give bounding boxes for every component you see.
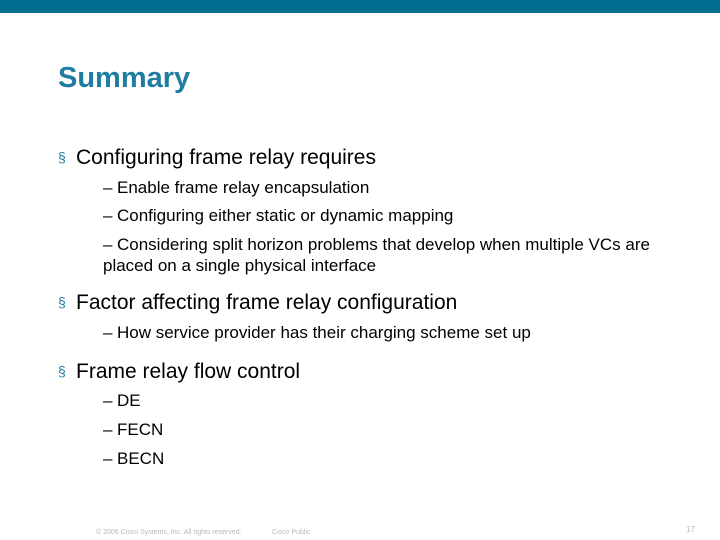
sub-bullet-text: Configuring either static or dynamic mapping — [117, 206, 454, 225]
bullet-icon: § — [58, 294, 66, 310]
page-number: 17 — [686, 525, 695, 534]
dash-icon: – — [103, 235, 113, 254]
sub-bullet-text: BECN — [117, 449, 165, 468]
sub-bullet-text: How service provider has their charging scheme set up — [117, 323, 531, 342]
bullet-factor — [58, 290, 457, 315]
dash-icon: – — [103, 178, 113, 197]
dash-icon: – — [103, 449, 113, 468]
sub-bullet — [103, 448, 164, 469]
sub-bullet — [103, 322, 531, 343]
dash-icon: – — [103, 391, 113, 410]
sub-bullet — [103, 234, 683, 276]
sub-bullet-text: Enable frame relay encapsulation — [117, 178, 370, 197]
bullet-text: Factor affecting frame relay configuration — [76, 291, 458, 314]
bullet-configuring — [58, 145, 376, 170]
bullet-icon: § — [58, 363, 66, 379]
bullet-text: Configuring frame relay requires — [76, 146, 376, 169]
sub-bullet-text: DE — [117, 391, 141, 410]
bullet-icon: § — [58, 149, 66, 165]
dash-icon: – — [103, 420, 113, 439]
sub-bullet — [103, 205, 453, 226]
sub-bullet — [103, 390, 141, 411]
slide-title: Summary — [58, 62, 191, 94]
footer-classification: Cisco Public — [272, 529, 311, 536]
bullet-flow-control — [58, 359, 300, 384]
bullet-text: Frame relay flow control — [76, 360, 301, 383]
footer-copyright: © 2006 Cisco Systems, Inc. All rights reserved. — [96, 529, 242, 536]
sub-bullet — [103, 419, 163, 440]
sub-bullet-text: Considering split horizon problems that develop when multiple VCs are placed on a single physical interface — [103, 235, 650, 275]
dash-icon: – — [103, 206, 113, 225]
sub-bullet-text: FECN — [117, 420, 164, 439]
sub-bullet — [103, 177, 369, 198]
dash-icon: – — [103, 323, 113, 342]
